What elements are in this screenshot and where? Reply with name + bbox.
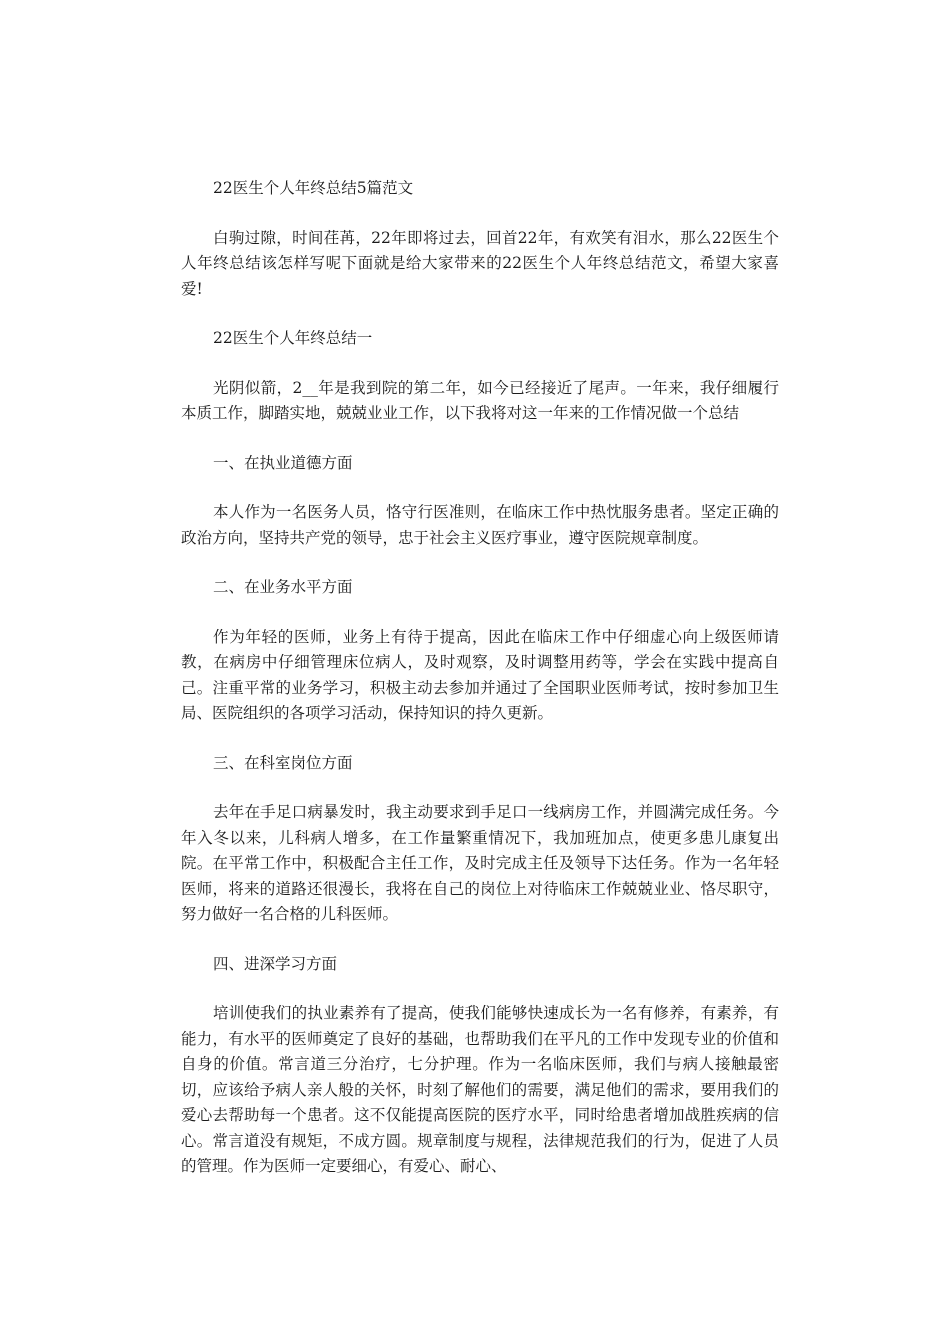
heading-further-study: 四、进深学习方面 <box>213 954 338 973</box>
paragraph-department-post: 去年在手足口病暴发时，我主动要求到手足口一线病房工作，并圆满完成任务。今年入冬以来，儿科病人增多，在工作量繁重情况下，我加班加点，使更多患儿康复出院。在平常工作中，积极配合主任工作，及时完成主任及领导下达任务。作为一名年轻医师，将来的道路还很漫长，我将在自己的岗位上对待临床工作兢兢业业、恪尽职守，努力做好一名合格的儿科医师。 <box>181 803 779 923</box>
heading-department-post: 三、在科室岗位方面 <box>213 753 353 772</box>
heading-professional-level: 二、在业务水平方面 <box>213 578 353 596</box>
section-title: 22医生个人年终总结一 <box>213 329 373 347</box>
document-body <box>181 176 779 1204</box>
document-title: 22医生个人年终总结5篇范文 <box>213 179 414 197</box>
paragraph-further-study: 培训使我们的执业素养有了提高，使我们能够快速成长为一名有修养，有素养，有能力，有水平的医师奠定了良好的基础，也帮助我们在平凡的工作中发现专业的价值和自身的价值。常言道三分治疗，七分护理。作为一名临床医师，我们与病人接触最密切，应该给予病人亲人般的关怀，时刻了解他们的需要，满足他们的需求，要用我们的爱心去帮助每一个患者。这不仅能提高医院的医疗水平，同时给患者增加战胜疾病的信心。常言道没有规矩，不成方圆。规章制度与规程，法律规范我们的行为，促进了人员的管理。作为医师一定要细心，有爱心、耐心、 <box>181 1004 779 1175</box>
intro-paragraph: 白驹过隙，时间荏苒，22年即将过去，回首22年，有欢笑有泪水，那么22医生个人年终总结该怎样写呢下面就是给大家带来的22医生个人年终总结范文，希望大家喜爱! <box>181 228 779 298</box>
opening-paragraph: 光阴似箭，2__年是我到院的第二年，如今已经接近了尾声。一年来，我仔细履行本质工作，脚踏实地，兢兢业业工作，以下我将对这一年来的工作情况做一个总结 <box>181 378 779 422</box>
paragraph-ethics: 本人作为一名医务人员，恪守行医准则，在临床工作中热忱服务患者。坚定正确的政治方向，坚持共产党的领导，忠于社会主义医疗事业，遵守医院规章制度。 <box>181 503 779 547</box>
paragraph-professional-level: 作为年轻的医师，业务上有待于提高，因此在临床工作中仔细虚心向上级医师请教，在病房中仔细管理床位病人，及时观察，及时调整用药等，学会在实践中提高自己。注重平常的业务学习，积极主动去参加并通过了全国职业医师考试，按时参加卫生局、医院组织的各项学习活动，保持知识的持久更新。 <box>181 627 779 722</box>
heading-ethics: 一、在执业道德方面 <box>213 453 353 472</box>
